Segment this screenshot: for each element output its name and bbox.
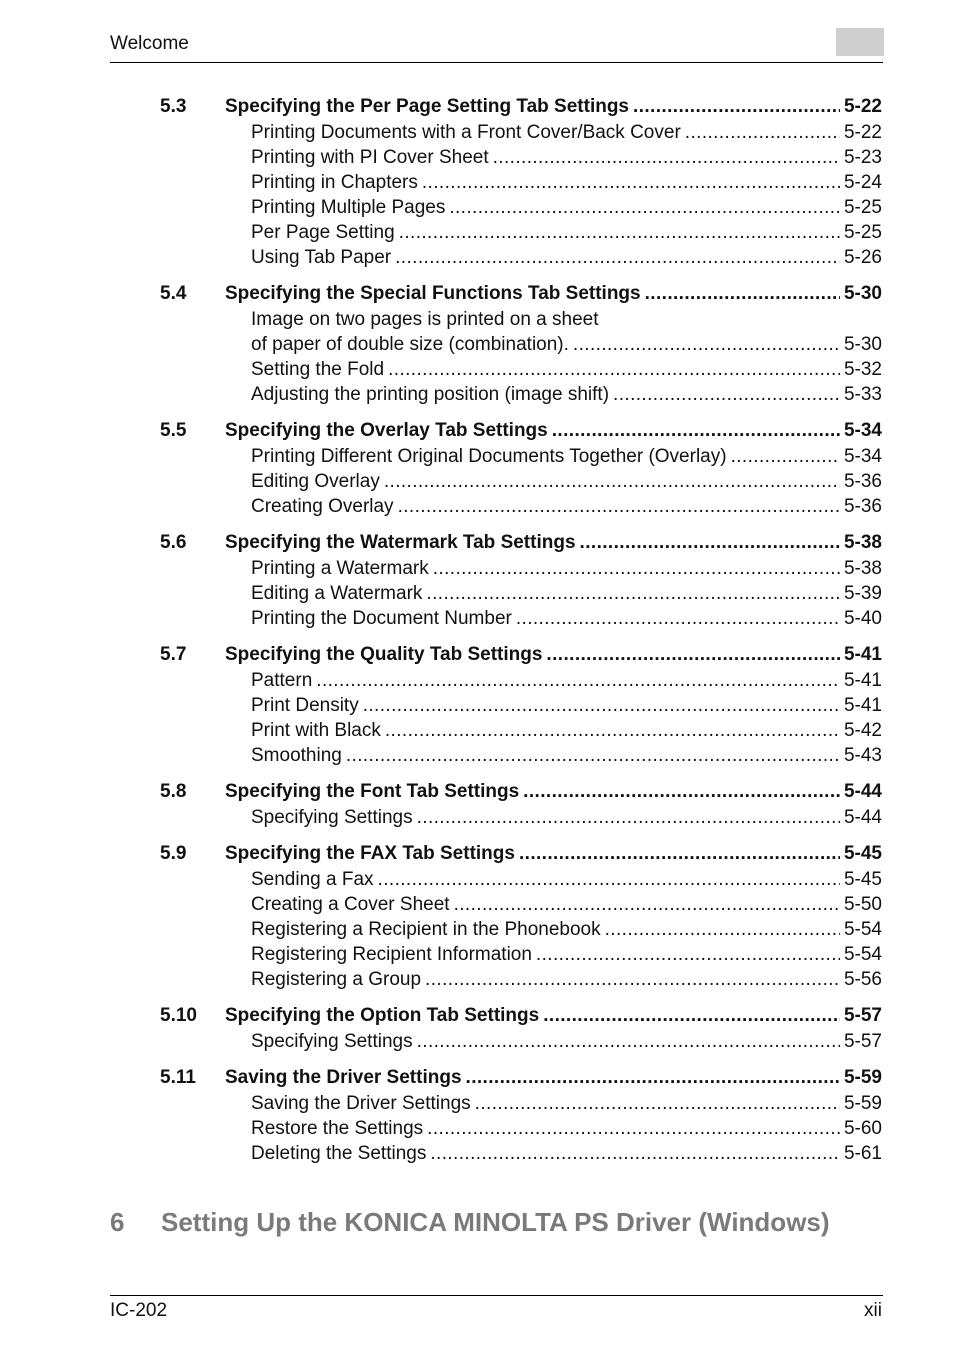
footer-model: IC-202 (110, 1300, 168, 1321)
section-page: 5-30 (843, 283, 882, 304)
subsection-page: 5-30 (843, 334, 882, 355)
toc-subsection-entry[interactable] (160, 745, 882, 770)
toc-section-entry[interactable] (160, 843, 882, 869)
toc-subsection-entry[interactable] (160, 334, 882, 359)
toc-subsection-entry[interactable] (160, 720, 882, 745)
toc-subsection-entry[interactable] (160, 359, 882, 384)
section-number: 5.4 (160, 283, 187, 304)
subsection-title: Registering a Group (251, 969, 422, 990)
toc-subsection-entry[interactable] (160, 969, 882, 994)
subsection-page: 5-26 (843, 247, 882, 268)
dot-leader (449, 197, 840, 219)
subsection-title: Printing Documents with a Front Cover/Back Cover (251, 122, 681, 143)
toc-subsection-entry[interactable] (160, 695, 882, 720)
toc-section-entry[interactable] (160, 1067, 882, 1093)
section-title: Specifying the Font Tab Settings (225, 781, 520, 802)
toc-section-entry[interactable] (160, 644, 882, 670)
subsection-page: 5-25 (843, 222, 882, 243)
toc-section (160, 283, 882, 409)
section-page: 5-57 (843, 1005, 882, 1026)
dot-leader (363, 695, 840, 717)
toc-subsection-entry[interactable] (160, 894, 882, 919)
subsection-title: Saving the Driver Settings (251, 1093, 471, 1114)
dot-leader (731, 446, 840, 468)
toc-subsection-entry[interactable] (160, 122, 882, 147)
toc-section (160, 843, 882, 994)
section-title: Specifying the Quality Tab Settings (225, 644, 543, 665)
subsection-page: 5-36 (843, 496, 882, 517)
subsection-title: Deleting the Settings (251, 1143, 427, 1164)
subsection-title: Creating Overlay (251, 496, 394, 517)
dot-leader (427, 1118, 840, 1140)
dot-leader (580, 532, 840, 554)
chapter-title: Setting Up the KONICA MINOLTA PS Driver (Windows) (161, 1207, 830, 1237)
dot-leader (613, 384, 840, 406)
toc-section-entry[interactable] (160, 1005, 882, 1031)
section-number: 5.10 (160, 1005, 197, 1026)
header-tab-marker (836, 28, 884, 56)
subsection-title: Pattern (251, 670, 313, 691)
subsection-page: 5-54 (843, 919, 882, 940)
subsection-page: 5-40 (843, 608, 882, 629)
toc-subsection-entry[interactable] (160, 471, 882, 496)
section-page: 5-34 (843, 420, 882, 441)
toc-section-entry[interactable] (160, 532, 882, 558)
dot-leader (385, 720, 840, 742)
footer-divider (110, 1295, 883, 1296)
dot-leader (417, 807, 840, 829)
subsection-page: 5-22 (843, 122, 882, 143)
toc-subsection-entry[interactable] (160, 222, 882, 247)
subsection-page: 5-57 (843, 1031, 882, 1052)
dot-leader (466, 1067, 840, 1089)
dot-leader (346, 745, 840, 767)
toc-section (160, 781, 882, 832)
toc-subsection-entry[interactable] (160, 384, 882, 409)
dot-leader (422, 172, 840, 194)
subsection-title: Printing Different Original Documents Together (Overlay) (251, 446, 727, 467)
dot-leader (384, 471, 840, 493)
section-title: Specifying the Overlay Tab Settings (225, 420, 548, 441)
section-page: 5-59 (843, 1067, 882, 1088)
toc-section (160, 644, 882, 770)
subsection-page: 5-25 (843, 197, 882, 218)
toc-subsection-entry[interactable] (160, 197, 882, 222)
toc-subsection-entry[interactable] (160, 670, 882, 695)
toc-subsection-entry[interactable] (160, 1093, 882, 1118)
chapter-heading[interactable] (110, 1207, 830, 1238)
header-divider (110, 62, 883, 63)
section-number: 5.5 (160, 420, 187, 441)
subsection-page: 5-42 (843, 720, 882, 741)
section-title: Saving the Driver Settings (225, 1067, 462, 1088)
toc-section-entry[interactable] (160, 96, 882, 122)
subsection-page: 5-54 (843, 944, 882, 965)
subsection-title: Printing the Document Number (251, 608, 512, 629)
subsection-page: 5-60 (843, 1118, 882, 1139)
dot-leader (536, 944, 840, 966)
subsection-title: Printing a Watermark (251, 558, 429, 579)
section-number: 5.7 (160, 644, 187, 665)
section-title: Specifying the Option Tab Settings (225, 1005, 540, 1026)
table-of-contents (160, 96, 882, 1179)
section-number: 5.11 (160, 1067, 196, 1088)
toc-subsection-entry[interactable] (160, 608, 882, 633)
subsection-page: 5-50 (843, 894, 882, 915)
dot-leader (523, 781, 840, 803)
subsection-page: 5-56 (843, 969, 882, 990)
dot-leader (546, 644, 840, 666)
toc-subsection-entry[interactable] (160, 919, 882, 944)
subsection-title: Setting the Fold (251, 359, 385, 380)
dot-leader (475, 1093, 840, 1115)
toc-section (160, 96, 882, 272)
subsection-title: Specifying Settings (251, 807, 413, 828)
subsection-title: Printing with PI Cover Sheet (251, 147, 489, 168)
subsection-page: 5-41 (843, 670, 882, 691)
section-number: 5.9 (160, 843, 187, 864)
subsection-title: Adjusting the printing position (image shift) (251, 384, 610, 405)
subsection-title: Smoothing (251, 745, 342, 766)
dot-leader (425, 969, 840, 991)
subsection-title: Print Density (251, 695, 359, 716)
toc-subsection-entry[interactable] (160, 172, 882, 197)
dot-leader (633, 96, 840, 118)
dot-leader (573, 334, 840, 356)
toc-subsection-entry[interactable] (160, 446, 882, 471)
subsection-page: 5-44 (843, 807, 882, 828)
section-page: 5-44 (843, 781, 882, 802)
toc-section-entry[interactable] (160, 781, 882, 807)
subsection-page: 5-38 (843, 558, 882, 579)
subsection-page: 5-59 (843, 1093, 882, 1114)
section-page: 5-45 (843, 843, 882, 864)
section-page: 5-41 (843, 644, 882, 665)
subsection-title: Using Tab Paper (251, 247, 392, 268)
section-title: Specifying the FAX Tab Settings (225, 843, 515, 864)
dot-leader (316, 670, 840, 692)
subsection-page: 5-24 (843, 172, 882, 193)
dot-leader (398, 496, 840, 518)
toc-subsection-entry[interactable] (160, 147, 882, 172)
toc-subsection-entry[interactable] (160, 807, 882, 832)
dot-leader (430, 1143, 840, 1165)
subsection-title: Restore the Settings (251, 1118, 424, 1139)
subsection-title: Registering a Recipient in the Phonebook (251, 919, 601, 940)
subsection-title: Sending a Fax (251, 869, 374, 890)
subsection-title: Printing Multiple Pages (251, 197, 446, 218)
subsection-title: Creating a Cover Sheet (251, 894, 450, 915)
subsection-title: Print with Black (251, 720, 381, 741)
section-title: Specifying the Watermark Tab Settings (225, 532, 576, 553)
header-title: Welcome (110, 33, 189, 54)
subsection-title: Printing in Chapters (251, 172, 418, 193)
subsection-title: Editing Overlay (251, 471, 380, 492)
dot-leader (388, 359, 840, 381)
dot-leader (543, 1005, 840, 1027)
section-number: 5.3 (160, 96, 187, 117)
section-number: 5.6 (160, 532, 187, 553)
toc-subsection-entry[interactable] (160, 1143, 882, 1168)
subsection-page: 5-23 (843, 147, 882, 168)
subsection-page: 5-34 (843, 446, 882, 467)
subsection-page: 5-33 (843, 384, 882, 405)
subsection-page: 5-39 (843, 583, 882, 604)
subsection-page: 5-45 (843, 869, 882, 890)
dot-leader (454, 894, 840, 916)
subsection-title: Editing a Watermark (251, 583, 423, 604)
toc-subsection-entry[interactable] (160, 558, 882, 583)
subsection-page: 5-61 (843, 1143, 882, 1164)
subsection-title: Registering Recipient Information (251, 944, 532, 965)
dot-leader (378, 869, 840, 891)
section-number: 5.8 (160, 781, 187, 802)
section-title: Specifying the Special Functions Tab Settings (225, 283, 641, 304)
subsection-title: Image on two pages is printed on a sheet (251, 309, 599, 330)
section-page: 5-38 (843, 532, 882, 553)
dot-leader (426, 583, 840, 605)
dot-leader (605, 919, 840, 941)
toc-section (160, 532, 882, 633)
dot-leader (433, 558, 840, 580)
subsection-page: 5-43 (843, 745, 882, 766)
section-page: 5-22 (843, 96, 882, 117)
subsection-page: 5-36 (843, 471, 882, 492)
toc-section (160, 1005, 882, 1056)
toc-subsection-entry[interactable] (160, 496, 882, 521)
toc-section (160, 420, 882, 521)
toc-section (160, 1067, 882, 1168)
toc-section-entry[interactable] (160, 283, 882, 309)
dot-leader (493, 147, 840, 169)
toc-subsection-entry[interactable] (160, 309, 882, 334)
chapter-number: 6 (110, 1207, 125, 1237)
toc-subsection-entry[interactable] (160, 869, 882, 894)
subsection-page: 5-41 (843, 695, 882, 716)
dot-leader (645, 283, 840, 305)
toc-subsection-entry[interactable] (160, 583, 882, 608)
dot-leader (395, 247, 840, 269)
section-title: Specifying the Per Page Setting Tab Settings (225, 96, 630, 117)
dot-leader (417, 1031, 840, 1053)
toc-subsection-entry[interactable] (160, 1118, 882, 1143)
toc-subsection-entry[interactable] (160, 1031, 882, 1056)
dot-leader (685, 122, 840, 144)
dot-leader (516, 608, 840, 630)
subsection-page: 5-32 (843, 359, 882, 380)
dot-leader (399, 222, 840, 244)
subsection-title: Per Page Setting (251, 222, 395, 243)
toc-subsection-entry[interactable] (160, 944, 882, 969)
subsection-title: Specifying Settings (251, 1031, 413, 1052)
dot-leader (552, 420, 840, 442)
dot-leader (519, 843, 840, 865)
footer-page-number: xii (864, 1300, 882, 1321)
toc-subsection-entry[interactable] (160, 247, 882, 272)
toc-section-entry[interactable] (160, 420, 882, 446)
subsection-title: of paper of double size (combination). (251, 334, 569, 355)
